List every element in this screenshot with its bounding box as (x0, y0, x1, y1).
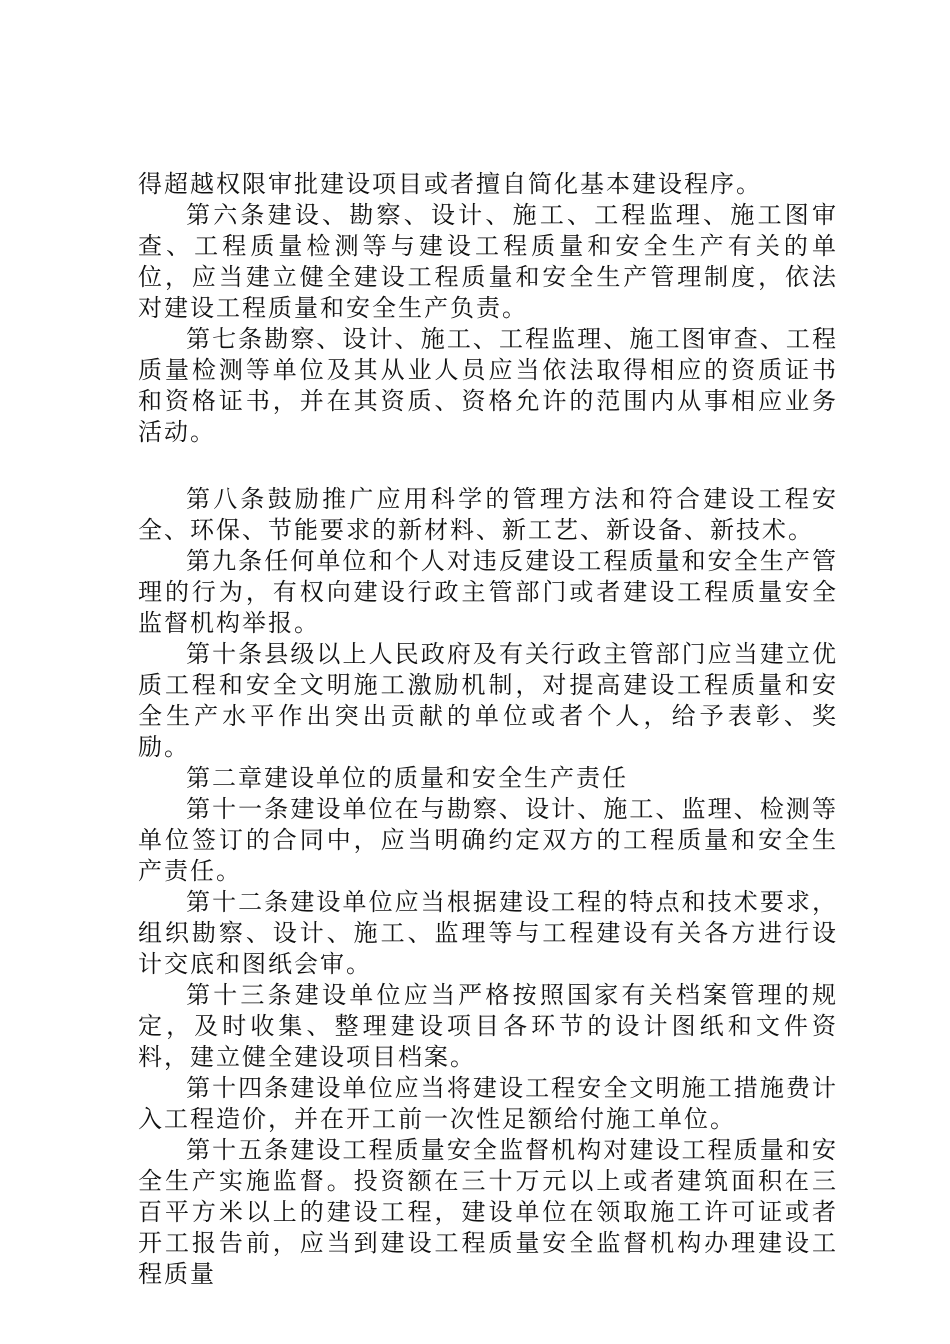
paragraph-gap (138, 448, 838, 484)
paragraph-article-14: 第十四条建设单位应当将建设工程安全文明施工措施费计入工程造价，并在开工前一次性足额给付施工单位。 (138, 1074, 838, 1133)
paragraph-article-8: 第八条鼓励推广应用科学的管理方法和符合建设工程安全、环保、节能要求的新材料、新工艺、新设备、新技术。 (138, 485, 838, 544)
paragraph-article-9: 第九条任何单位和个人对违反建设工程质量和安全生产管理的行为，有权向建设行政主管部门或者建设工程质量安全监督机构举报。 (138, 547, 838, 637)
paragraph-article-11: 第十一条建设单位在与勘察、设计、施工、监理、检测等单位签订的合同中，应当明确约定双方的工程质量和安全生产责任。 (138, 795, 838, 885)
document-body (138, 169, 838, 1290)
paragraph-article-7: 第七条勘察、设计、施工、工程监理、施工图审查、工程质量检测等单位及其从业人员应当依法取得相应的资质证书和资格证书，并在其资质、资格允许的范围内从事相应业务活动。 (138, 325, 838, 446)
paragraph-continuation: 得超越权限审批建设项目或者擅自简化基本建设程序。 (138, 170, 762, 198)
paragraph-article-10: 第十条县级以上人民政府及有关行政主管部门应当建立优质工程和安全文明施工激励机制，对提高建设工程质量和安全生产水平作出突出贡献的单位或者个人，给予表彰、奖励。 (138, 640, 838, 761)
paragraph-article-15: 第十五条建设工程质量安全监督机构对建设工程质量和安全生产实施监督。投资额在三十万元以上或者建筑面积在三百平方米以上的建设工程，建设单位在领取施工许可证或者开工报告前，应当到建设工程质量安全监督机构办理建设工程质量 (138, 1136, 838, 1288)
paragraph-article-12: 第十二条建设单位应当根据建设工程的特点和技术要求，组织勘察、设计、施工、监理等与工程建设有关各方进行设计交底和图纸会审。 (138, 888, 838, 978)
paragraph-article-13: 第十三条建设单位应当严格按照国家有关档案管理的规定，及时收集、整理建设项目各环节的设计图纸和文件资料，建立健全建设项目档案。 (138, 981, 838, 1071)
chapter-heading: 第二章建设单位的质量和安全生产责任 (186, 764, 628, 792)
paragraph-article-6: 第六条建设、勘察、设计、施工、工程监理、施工图审查、工程质量检测等与建设工程质量和安全生产有关的单位，应当建立健全建设工程质量和安全生产管理制度，依法对建设工程质量和安全生产负责。 (138, 201, 838, 322)
